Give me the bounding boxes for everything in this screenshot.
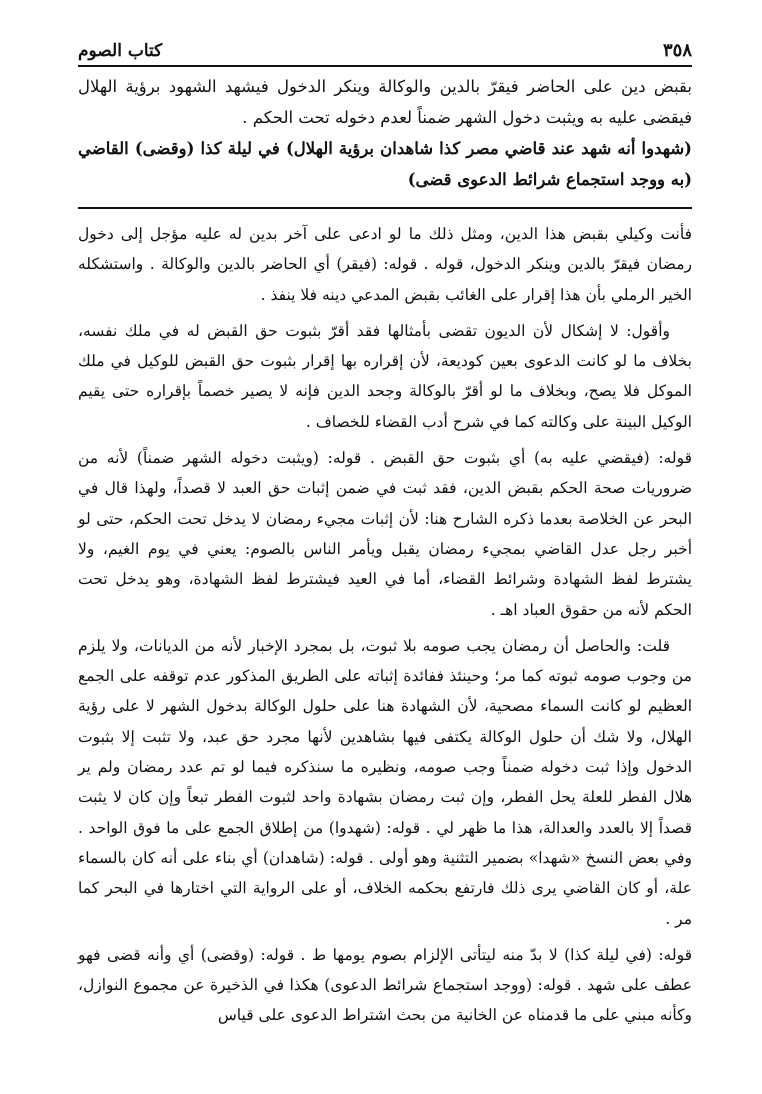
page-number: ٣٥٨ [662,40,692,61]
matn-paragraph-2: (شهدوا أنه شهد عند قاضي مصر كذا شاهدان برؤية الهلال) في ليلة كذا (وقضى) القاضي (به ووجد استجماع شرائط الدعوى قضى) [78,139,692,189]
commentary-text [78,219,692,1031]
commentary-paragraph: فأنت وكيلي بقبض هذا الدين، ومثل ذلك ما لو ادعى على آخر بدين له عليه مؤجل إلى دخول رمضان فيقرّ بالدين وينكر الدخول، قوله . قوله: (فيقر) أي الحاضر بالدين والوكالة . واستشكله الخير الرملي بأن هذا إقرار على الغائب بقبض المدعي دينه فلا ينفذ . [78,225,692,304]
commentary-paragraph: وأقول: لا إشكال لأن الديون تقضى بأمثالها فقد أقرّ بثبوت حق القبض له في ملك نفسه، بخلاف ما لو كانت الدعوى بعين كوديعة، لأن إقراره بها إقرار بثبوت حق القبض للوكيل في ملك الموكل فلا يصح، وبخلاف ما لو أقرّ بالوكالة وجحد الدين فإنه لا يصير خصماً بإقراره حتى يقيم الوكيل البينة على وكالته كما في شرح أدب القضاء للخصاف . [78,321,692,431]
commentary-paragraph: قلت: والحاصل أن رمضان يجب صومه بلا ثبوت، بل بمجرد الإخبار لأنه من الديانات، ولا يلزم من وجوب صومه ثبوته كما مر؛ وحينئذ ففائدة إثباته على الطريق المذكور عدم توقفه على الجمع العظيم لو كانت السماء مصحية، لأن الشهادة هنا على حلول الوكالة بدخول الشهر لا على رؤية الهلال، ولا شك أن حلول الوكالة يكتفى فيها بشاهدين لأنها مجرد حق عبد، ولا تثبت إلا بثبوت الدخول وإذا ثبت دخوله ضمناً وجب صومه، ونظيره ما سنذكره فيما لو تم عدد رمضان ولم ير هلال الفطر للعلة يحل الفطر، وإن ثبت رمضان بشهادة واحد لثبوت الفطر تبعاً وإن كان لا يثبت قصداً إلا بالعدد والعدالة، هذا ما ظهر لي . قوله: (شهدوا) من إطلاق الجمع على ما فوق الواحد . وفي بعض النسخ «شهدا» بضمير التثنية وهو أولى . قوله: (شاهدان) أي بناء على أنه كان بالسماء علة، أو كان القاضي يرى ذلك فارتفع بحكمه الخلاف، أو على الرواية التي اختارها في البحر كما مر . [78,636,692,928]
matn-paragraph-1: بقبض دين على الحاضر فيقرّ بالدين والوكالة وينكر الدخول فيشهد الشهود برؤية الهلال فيقضى عليه به ويثبت دخول الشهر ضمناً لعدم دخوله تحت الحكم . [78,77,692,127]
commentary-paragraph: قوله: (فيقضي عليه به) أي بثبوت حق القبض . قوله: (ويثبت دخوله الشهر ضمناً) لأنه من ضروريات صحة الحكم بقبض الدين، فقد ثبت في ضمن إثبات حق العبد لا قصداً، ولهذا قال في البحر عن الخلاصة بعدما ذكره الشارح هنا: لأن إثبات مجيء رمضان لا يدخل تحت الحكم، حتى لو أخبر رجل عدل القاضي بمجيء رمضان يقبل ويأمر الناس بالصوم: يعني في يوم الغيم، ولا يشترط لفظ الشهادة وشرائط القضاء، أما في العيد فيشترط لفظ الشهادة، وهو يدخل تحت الحكم لأنه من حقوق العباد اهـ . [78,449,692,619]
divider [78,207,692,209]
page-header [78,40,692,67]
commentary-paragraph: قوله: (في ليلة كذا) لا بدّ منه ليتأتى الإلزام بصوم يومها ط . قوله: (وقضى) أي وأنه قضى فهو عطف على شهد . قوله: (ووجد استجماع شرائط الدعوى) هكذا في الذخيرة عن مجموع النوازل، وكأنه مبني على ما قدمناه عن الخانية من بحث اشتراط الدعوى على قياس [78,945,692,1025]
book-title: كتاب الصوم [78,41,163,61]
matn-text [78,71,692,195]
